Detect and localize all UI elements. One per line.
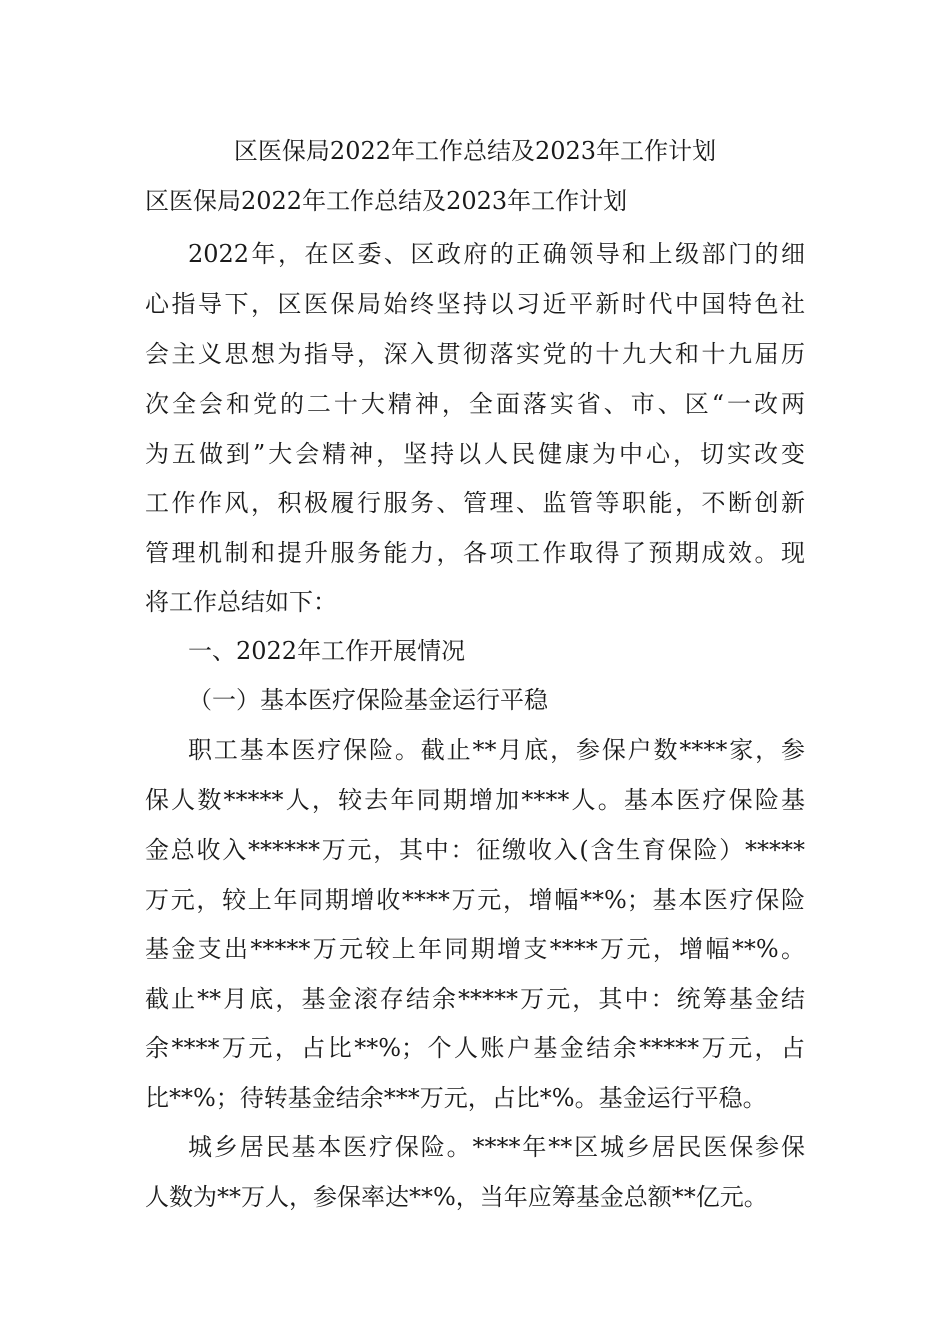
document-title-repeat: 区医保局2022年工作总结及2023年工作计划 <box>145 187 628 215</box>
paragraph-line: 人数为**万人，参保率达**%，当年应筹基金总额**亿元。 <box>145 1183 768 1211</box>
paragraph-line: 截止**月底，基金滚存结余*****万元，其中：统筹基金结 <box>145 985 805 1013</box>
paragraph-line: 职工基本医疗保险。截止**月底，参保户数****家，参 <box>188 736 805 764</box>
paragraph-line: 将工作总结如下： <box>145 588 337 616</box>
paragraph-line: 2022年，在区委、区政府的正确领导和上级部门的细 <box>188 240 805 268</box>
document-title: 区医保局2022年工作总结及2023年工作计划 <box>233 137 717 165</box>
paragraph-line: 心指导下，区医保局始终坚持以习近平新时代中国特色社 <box>145 290 805 318</box>
paragraph-line: 金总收入******万元，其中：征缴收入(含生育保险）***** <box>145 836 805 864</box>
paragraph-line: 管理机制和提升服务能力，各项工作取得了预期成效。现 <box>145 539 805 567</box>
paragraph-line: 比**%；待转基金结余***万元，占比*%。基金运行平稳。 <box>145 1084 767 1112</box>
subsection-heading: （一）基本医疗保险基金运行平稳 <box>188 686 548 714</box>
paragraph-line: 万元，较上年同期增收****万元，增幅**%；基本医疗保险 <box>145 886 805 914</box>
section-heading: 一、2022年工作开展情况 <box>188 637 466 665</box>
paragraph-line: 城乡居民基本医疗保险。****年**区城乡居民医保参保 <box>188 1133 805 1161</box>
paragraph-line: 工作作风，积极履行服务、管理、监管等职能，不断创新 <box>145 489 805 517</box>
paragraph-line: 次全会和党的二十大精神，全面落实省、市、区“一改两 <box>145 390 805 418</box>
paragraph-line: 余****万元，占比**%；个人账户基金结余*****万元，占 <box>145 1034 805 1062</box>
paragraph-line: 会主义思想为指导，深入贯彻落实党的十九大和十九届历 <box>145 340 805 368</box>
paragraph-line: 保人数*****人，较去年同期增加****人。基本医疗保险基 <box>145 786 805 814</box>
paragraph-line: 基金支出*****万元较上年同期增支****万元，增幅**%。 <box>145 935 805 963</box>
paragraph-line: 为五做到”大会精神，坚持以人民健康为中心，切实改变 <box>145 440 805 468</box>
